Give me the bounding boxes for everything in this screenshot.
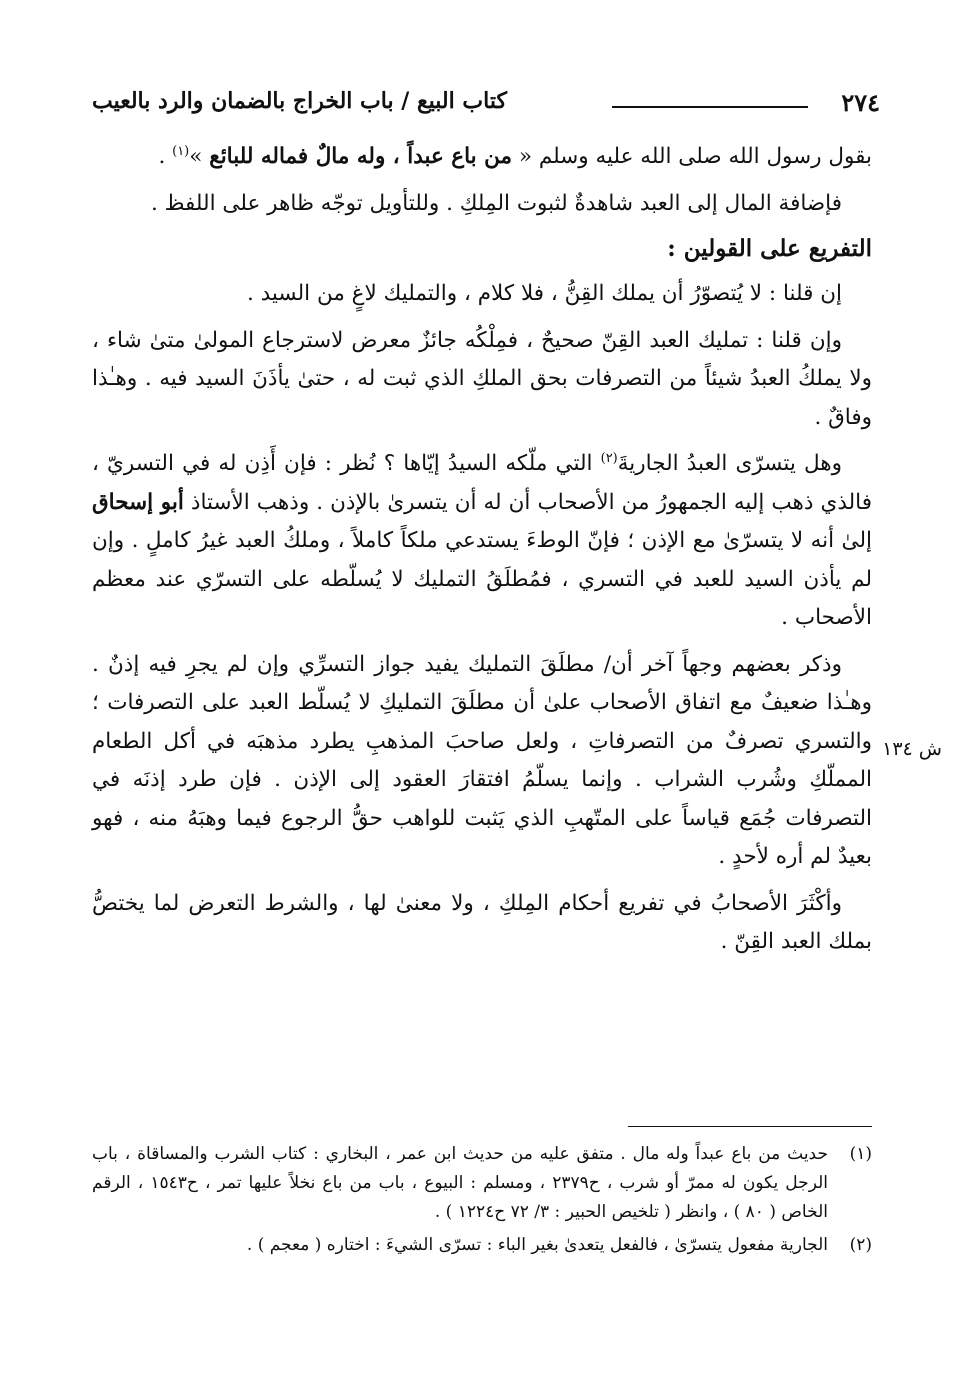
p1-text-d: . bbox=[158, 144, 173, 169]
running-header bbox=[92, 86, 880, 126]
p1-text-c: » bbox=[189, 144, 210, 169]
footnote-ref-2: (٢) bbox=[600, 450, 618, 466]
footnote-number: (٢) bbox=[849, 1235, 872, 1255]
main-text bbox=[92, 138, 872, 962]
section-heading: التفريع على القولين : bbox=[667, 235, 872, 262]
scholar-name: أبو إسحاق bbox=[92, 489, 184, 515]
page-number: ٢٧٤ bbox=[841, 88, 880, 117]
footnote-number: (١) bbox=[849, 1144, 872, 1164]
paragraph-1 bbox=[92, 138, 872, 177]
hadith-quote: من باع عبداً ، وله مالٌ فماله للبائع bbox=[209, 144, 513, 169]
paragraph-4: وإن قلنا : تمليك العبد القِنّ صحيحٌ ، فمِلْكُه جائزٌ معرض لاسترجاع المولىٰ متىٰ شاء ، ولا يملكُ العبدُ شيئاً من التصرفات بحق الملكِ الذي ثبت له ، حتىٰ يأذَنَ السيد فيه . وهـٰذا وفاقٌ . bbox=[92, 327, 872, 430]
margin-note: ش ١٣٤ bbox=[882, 738, 942, 760]
footnote-1 bbox=[92, 1140, 872, 1227]
p5-text-c: إلىٰ أنه لا يتسرّىٰ مع الإذن ؛ فإنّ الوطءَ يستدعي ملكاً كاملاً ، وملكُ العبد غيرُ كاملٍ . وإن لم يأذن السيد للعبد في التسري ، فمُطلَقُ التمليك لا يُسلّطه على التسرّي عند معظم الأصحاب . bbox=[92, 528, 872, 630]
footnotes bbox=[92, 1140, 872, 1264]
footnote-text: الجارية مفعول يتسرّىٰ ، فالفعل يتعدىٰ بغير الباء : تسرّى الشيءَ : اختاره ( معجم ) . bbox=[246, 1235, 828, 1255]
p5-text-b: التي ملّكه السيدُ إيّاها ؟ نُظر : فإن أَذِن له في التسريّ ، فالذي ذهب إليه الجمهورُ من الأصحاب أن له أن يتسرىٰ بالإذن . وذهب الأستاذ bbox=[92, 451, 872, 515]
paragraph-6: وذكر بعضهم وجهاً آخر أن/ مطلَقَ التمليك يفيد جواز التسرِّي وإن لم يجرِ فيه إذنٌ . وهـٰذا ضعيفٌ مع اتفاق الأصحاب علىٰ أن مطلَقَ التمليكِ لا يُسلّط العبد على التصرفات ؛ والتسري تصرفٌ من التصرفاتِ ، ولعل صاحبَ المذهبِ يطرد مذهبَه في أكل الطعام المملّكِ وشُرب الشراب . وإنما يسلّمُ افتقارَ العقود إلى الإذن . فإن طرد إذنَه في التصرفات جُمَع قياساً على المتّهبِ الذي يَثبت للواهب حقُّ الرجوع فيما وهبَهُ منه ، فهو بعيدٌ لم أره لأحدٍ . bbox=[92, 651, 872, 869]
paragraph-2: فإضافة المال إلى العبد شاهدةٌ لثبوت المِلكِ . وللتأويل توجّه ظاهر على اللفظ . bbox=[150, 190, 842, 216]
footnote-ref-1: (١) bbox=[172, 143, 190, 159]
footnote-text: حديث من باع عبداً وله مال . متفق عليه من حديث ابن عمر ، البخاري : كتاب الشرب والمساقاة ، باب الرجل يكون له ممرّ أو شرب ، ح٢٣٧٩ ، ومسلم : البيوع ، باب من باع نخلاً عليها تمر ، ح١٥٤٣ ، الرقم الخاص ( ٨٠ ) ، وانظر ( تلخيص الحبير : ٣/ ٧٢ ح١٢٢٤ ) . bbox=[92, 1144, 828, 1222]
chapter-title: كتاب البيع / باب الخراج بالضمان والرد بالعيب bbox=[92, 88, 507, 114]
footnote-2 bbox=[92, 1231, 872, 1260]
p1-text-a: بقول رسول الله صلى الله عليه وسلم « bbox=[512, 144, 872, 169]
header-rule bbox=[612, 106, 808, 108]
paragraph-3: إن قلنا : لا يُتصوّرُ أن يملك القِنُّ ، فلا كلام ، والتمليك لاغٍ من السيد . bbox=[246, 281, 842, 306]
p5-text-a: وهل يتسرّى العبدُ الجاريةَ bbox=[617, 451, 842, 476]
paragraph-7: وأكْثَرَ الأصحابُ في تفريع أحكام المِلكِ ، ولا معنىٰ لها ، والشرط التعرض لما يختصُّ بملك العبد القِنّ . bbox=[92, 890, 872, 954]
paragraph-5 bbox=[92, 445, 872, 638]
footnote-rule bbox=[628, 1126, 872, 1127]
